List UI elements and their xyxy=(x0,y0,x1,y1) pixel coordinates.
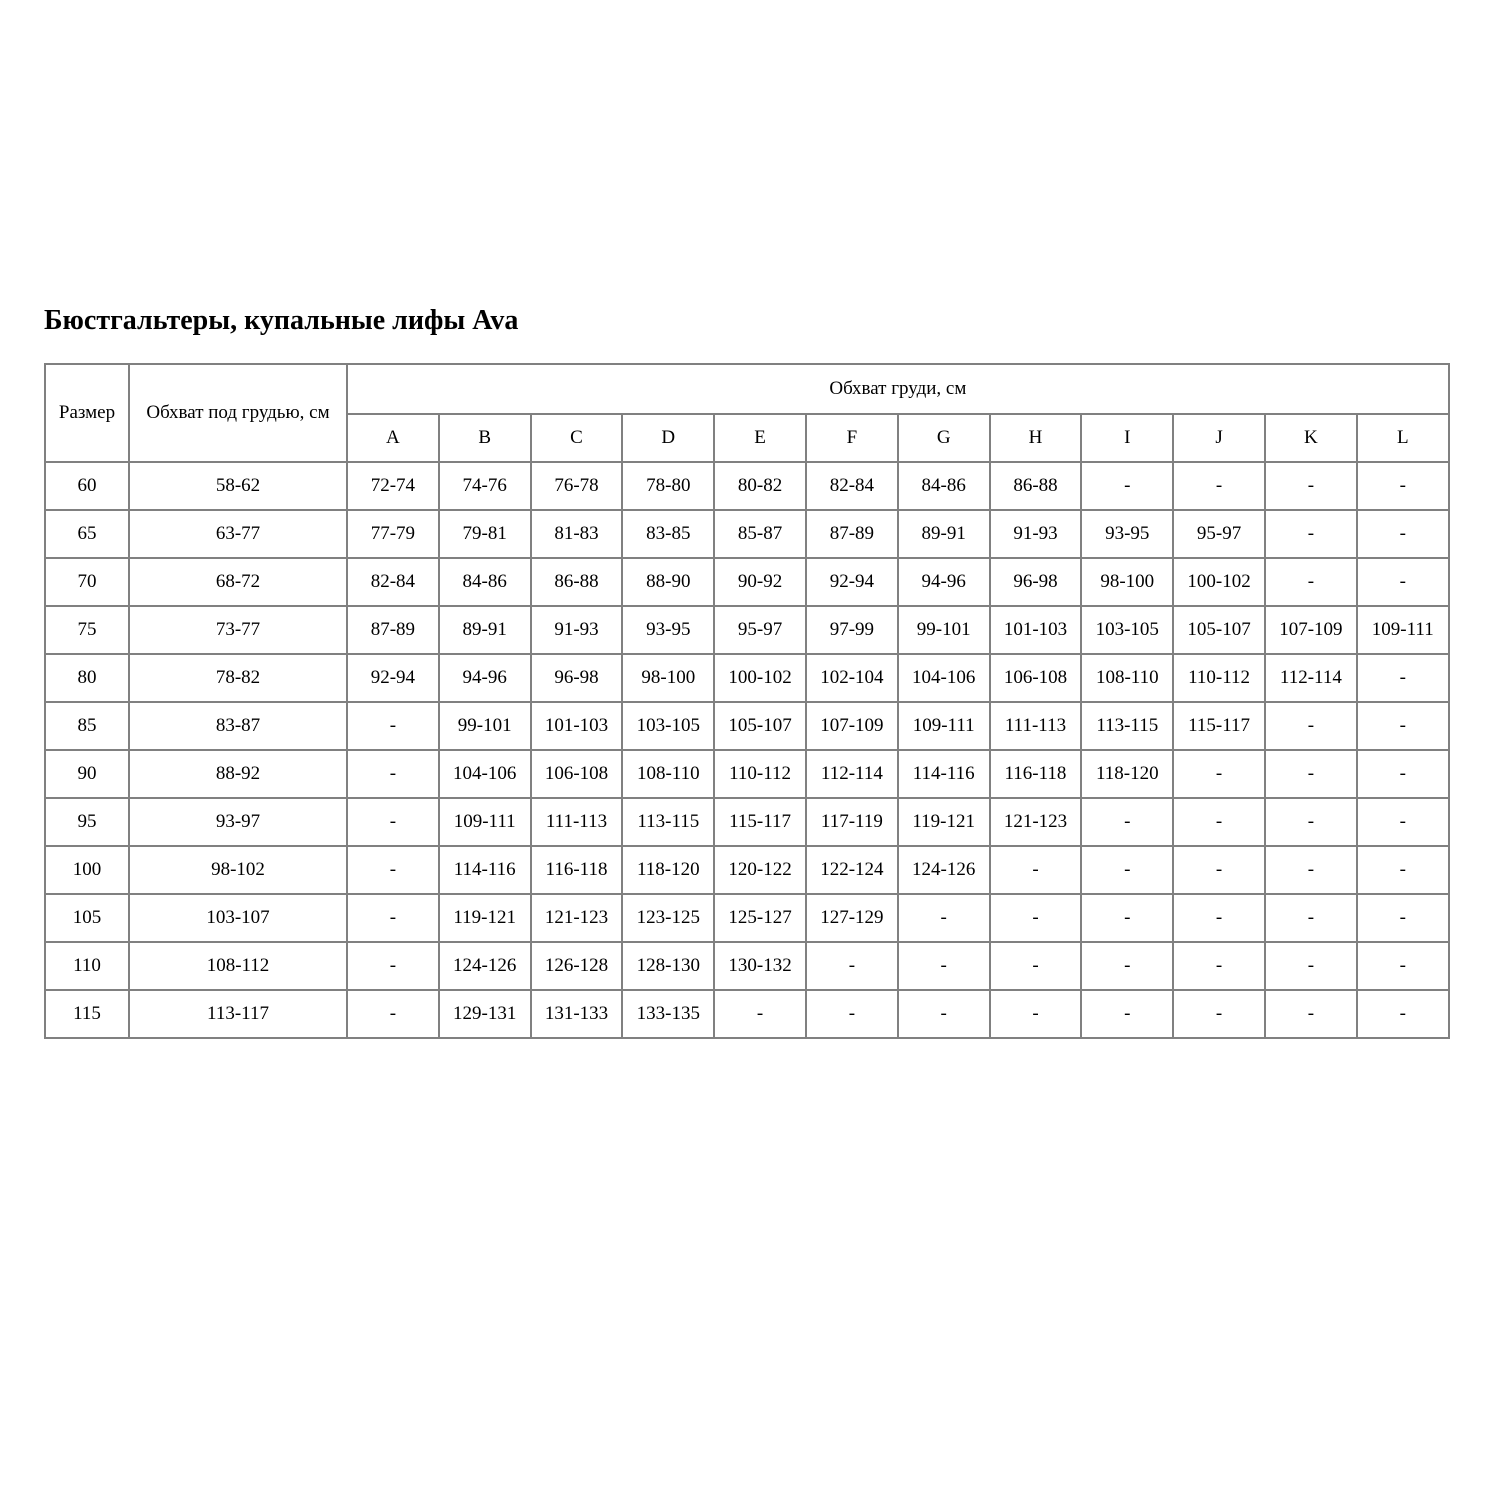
bust-cell: 116-118 xyxy=(990,750,1082,798)
underbust-cell: 83-87 xyxy=(129,702,347,750)
size-cell: 80 xyxy=(45,654,129,702)
bust-cell: 91-93 xyxy=(531,606,623,654)
bust-cell: - xyxy=(1357,990,1449,1038)
bust-cell: 99-101 xyxy=(898,606,990,654)
bust-cell: 113-115 xyxy=(622,798,714,846)
bust-cell: 76-78 xyxy=(531,462,623,510)
bust-cell: - xyxy=(898,942,990,990)
bust-cell: 94-96 xyxy=(898,558,990,606)
bust-cell: 92-94 xyxy=(347,654,439,702)
bust-cell: 106-108 xyxy=(531,750,623,798)
bust-cell: 121-123 xyxy=(531,894,623,942)
bust-cell: 86-88 xyxy=(990,462,1082,510)
bust-cell: - xyxy=(1357,894,1449,942)
bust-cell: 118-120 xyxy=(622,846,714,894)
table-row-size-100 xyxy=(45,846,1449,894)
bust-cell: 87-89 xyxy=(347,606,439,654)
bust-cell: 121-123 xyxy=(990,798,1082,846)
bust-cell: - xyxy=(1357,942,1449,990)
bust-cell: - xyxy=(1081,462,1173,510)
bust-cell: - xyxy=(1265,846,1357,894)
bust-cell: 81-83 xyxy=(531,510,623,558)
bust-cell: - xyxy=(990,942,1082,990)
size-cell: 75 xyxy=(45,606,129,654)
bust-cell: 89-91 xyxy=(439,606,531,654)
bust-cell: 112-114 xyxy=(1265,654,1357,702)
bust-cell: - xyxy=(1173,990,1265,1038)
underbust-cell: 98-102 xyxy=(129,846,347,894)
bust-cell: 116-118 xyxy=(531,846,623,894)
bust-cell: 84-86 xyxy=(439,558,531,606)
bust-cell: - xyxy=(806,990,898,1038)
cup-header-H: H xyxy=(990,414,1082,462)
bust-cell: 115-117 xyxy=(714,798,806,846)
cup-header-D: D xyxy=(622,414,714,462)
bust-cell: 72-74 xyxy=(347,462,439,510)
bust-cell: - xyxy=(1265,702,1357,750)
bust-cell: 103-105 xyxy=(1081,606,1173,654)
bust-cell: - xyxy=(1081,798,1173,846)
bust-cell: 92-94 xyxy=(806,558,898,606)
bust-cell: 91-93 xyxy=(990,510,1082,558)
bust-cell: 95-97 xyxy=(714,606,806,654)
bust-cell: 94-96 xyxy=(439,654,531,702)
bust-cell: 109-111 xyxy=(439,798,531,846)
bust-cell: 103-105 xyxy=(622,702,714,750)
bust-cell: 88-90 xyxy=(622,558,714,606)
bust-cell: - xyxy=(990,846,1082,894)
bust-cell: 113-115 xyxy=(1081,702,1173,750)
bust-cell: - xyxy=(1265,942,1357,990)
bust-cell: 133-135 xyxy=(622,990,714,1038)
underbust-cell: 68-72 xyxy=(129,558,347,606)
bust-cell: 79-81 xyxy=(439,510,531,558)
bust-cell: 96-98 xyxy=(990,558,1082,606)
page-content xyxy=(44,305,1448,1039)
cup-header-F: F xyxy=(806,414,898,462)
underbust-cell: 78-82 xyxy=(129,654,347,702)
bust-cell: - xyxy=(1173,462,1265,510)
bust-cell: - xyxy=(347,942,439,990)
size-cell: 70 xyxy=(45,558,129,606)
bust-cell: 95-97 xyxy=(1173,510,1265,558)
underbust-cell: 93-97 xyxy=(129,798,347,846)
bust-cell: 125-127 xyxy=(714,894,806,942)
cup-header-G: G xyxy=(898,414,990,462)
bust-cell: - xyxy=(1357,846,1449,894)
size-cell: 85 xyxy=(45,702,129,750)
table-row-size-70 xyxy=(45,558,1449,606)
bust-cell: 101-103 xyxy=(990,606,1082,654)
bust-cell: - xyxy=(1081,894,1173,942)
bust-cell: 100-102 xyxy=(1173,558,1265,606)
bust-cell: - xyxy=(990,990,1082,1038)
bust-cell: - xyxy=(1173,798,1265,846)
col-header-size: Размер xyxy=(45,364,129,462)
table-row-size-75 xyxy=(45,606,1449,654)
bust-cell: 85-87 xyxy=(714,510,806,558)
bust-cell: 111-113 xyxy=(990,702,1082,750)
bust-cell: 131-133 xyxy=(531,990,623,1038)
bust-cell: 89-91 xyxy=(898,510,990,558)
bust-cell: 119-121 xyxy=(898,798,990,846)
bust-cell: - xyxy=(898,990,990,1038)
bust-cell: 98-100 xyxy=(622,654,714,702)
bust-cell: 93-95 xyxy=(1081,510,1173,558)
bust-cell: 99-101 xyxy=(439,702,531,750)
bust-cell: 98-100 xyxy=(1081,558,1173,606)
bust-cell: - xyxy=(347,894,439,942)
cup-header-I: I xyxy=(1081,414,1173,462)
col-header-underbust: Обхват под грудью, см xyxy=(129,364,347,462)
size-cell: 60 xyxy=(45,462,129,510)
bust-cell: 105-107 xyxy=(1173,606,1265,654)
bust-cell: 107-109 xyxy=(1265,606,1357,654)
bust-cell: - xyxy=(1081,846,1173,894)
size-cell: 110 xyxy=(45,942,129,990)
bust-cell: - xyxy=(990,894,1082,942)
bust-cell: - xyxy=(1265,510,1357,558)
bust-cell: - xyxy=(1357,558,1449,606)
bust-cell: - xyxy=(347,750,439,798)
bust-cell: - xyxy=(806,942,898,990)
table-row-size-80 xyxy=(45,654,1449,702)
bust-cell: - xyxy=(347,798,439,846)
bust-cell: 128-130 xyxy=(622,942,714,990)
bust-cell: 109-111 xyxy=(898,702,990,750)
bust-cell: 114-116 xyxy=(439,846,531,894)
bust-cell: 122-124 xyxy=(806,846,898,894)
bust-cell: 90-92 xyxy=(714,558,806,606)
bust-cell: - xyxy=(1265,558,1357,606)
cup-header-C: C xyxy=(531,414,623,462)
underbust-cell: 108-112 xyxy=(129,942,347,990)
bust-cell: - xyxy=(1265,462,1357,510)
bust-cell: 130-132 xyxy=(714,942,806,990)
table-row-size-60 xyxy=(45,462,1449,510)
size-cell: 115 xyxy=(45,990,129,1038)
bust-cell: 82-84 xyxy=(806,462,898,510)
bust-cell: - xyxy=(1265,894,1357,942)
bust-cell: 124-126 xyxy=(898,846,990,894)
bust-cell: - xyxy=(1357,702,1449,750)
bust-cell: - xyxy=(1173,750,1265,798)
bust-cell: - xyxy=(1265,750,1357,798)
bust-cell: - xyxy=(1357,462,1449,510)
bust-cell: 78-80 xyxy=(622,462,714,510)
bust-cell: - xyxy=(347,702,439,750)
bust-cell: 127-129 xyxy=(806,894,898,942)
cup-header-L: L xyxy=(1357,414,1449,462)
size-chart-table xyxy=(44,363,1450,1039)
bust-cell: - xyxy=(347,846,439,894)
bust-cell: 126-128 xyxy=(531,942,623,990)
bust-cell: - xyxy=(1357,510,1449,558)
bust-cell: 96-98 xyxy=(531,654,623,702)
table-row-size-115 xyxy=(45,990,1449,1038)
bust-cell: - xyxy=(1357,654,1449,702)
bust-cell: 101-103 xyxy=(531,702,623,750)
bust-cell: - xyxy=(1357,798,1449,846)
cup-header-B: B xyxy=(439,414,531,462)
bust-cell: 108-110 xyxy=(1081,654,1173,702)
size-cell: 105 xyxy=(45,894,129,942)
bust-cell: 105-107 xyxy=(714,702,806,750)
bust-cell: 109-111 xyxy=(1357,606,1449,654)
bust-cell: 106-108 xyxy=(990,654,1082,702)
bust-cell: 82-84 xyxy=(347,558,439,606)
bust-cell: 129-131 xyxy=(439,990,531,1038)
bust-cell: - xyxy=(1173,942,1265,990)
bust-cell: 112-114 xyxy=(806,750,898,798)
underbust-cell: 88-92 xyxy=(129,750,347,798)
bust-cell: 84-86 xyxy=(898,462,990,510)
bust-cell: 111-113 xyxy=(531,798,623,846)
underbust-cell: 73-77 xyxy=(129,606,347,654)
bust-cell: 115-117 xyxy=(1173,702,1265,750)
bust-cell: 93-95 xyxy=(622,606,714,654)
underbust-cell: 58-62 xyxy=(129,462,347,510)
underbust-cell: 63-77 xyxy=(129,510,347,558)
size-cell: 100 xyxy=(45,846,129,894)
bust-cell: - xyxy=(1081,990,1173,1038)
bust-cell: - xyxy=(1173,894,1265,942)
bust-cell: 86-88 xyxy=(531,558,623,606)
cup-header-E: E xyxy=(714,414,806,462)
bust-cell: 124-126 xyxy=(439,942,531,990)
bust-cell: 87-89 xyxy=(806,510,898,558)
cup-header-K: K xyxy=(1265,414,1357,462)
table-row-size-90 xyxy=(45,750,1449,798)
table-row-size-85 xyxy=(45,702,1449,750)
col-header-bust-group: Обхват груди, см xyxy=(347,364,1449,414)
bust-cell: - xyxy=(1265,990,1357,1038)
size-cell: 90 xyxy=(45,750,129,798)
underbust-cell: 103-107 xyxy=(129,894,347,942)
bust-cell: 123-125 xyxy=(622,894,714,942)
bust-cell: 118-120 xyxy=(1081,750,1173,798)
cup-header-J: J xyxy=(1173,414,1265,462)
bust-cell: 102-104 xyxy=(806,654,898,702)
bust-cell: 114-116 xyxy=(898,750,990,798)
bust-cell: 120-122 xyxy=(714,846,806,894)
bust-cell: 100-102 xyxy=(714,654,806,702)
underbust-cell: 113-117 xyxy=(129,990,347,1038)
bust-cell: 119-121 xyxy=(439,894,531,942)
table-row-size-105 xyxy=(45,894,1449,942)
bust-cell: - xyxy=(714,990,806,1038)
table-row-size-110 xyxy=(45,942,1449,990)
bust-cell: 97-99 xyxy=(806,606,898,654)
bust-cell: 107-109 xyxy=(806,702,898,750)
bust-cell: 74-76 xyxy=(439,462,531,510)
bust-cell: 108-110 xyxy=(622,750,714,798)
header-row-top xyxy=(45,364,1449,414)
table-row-size-95 xyxy=(45,798,1449,846)
cup-header-A: A xyxy=(347,414,439,462)
bust-cell: 104-106 xyxy=(898,654,990,702)
bust-cell: 104-106 xyxy=(439,750,531,798)
bust-cell: - xyxy=(1357,750,1449,798)
size-cell: 65 xyxy=(45,510,129,558)
bust-cell: 110-112 xyxy=(714,750,806,798)
table-row-size-65 xyxy=(45,510,1449,558)
bust-cell: - xyxy=(1173,846,1265,894)
bust-cell: 117-119 xyxy=(806,798,898,846)
bust-cell: - xyxy=(898,894,990,942)
bust-cell: - xyxy=(347,990,439,1038)
bust-cell: 80-82 xyxy=(714,462,806,510)
bust-cell: - xyxy=(1265,798,1357,846)
bust-cell: - xyxy=(1081,942,1173,990)
bust-cell: 110-112 xyxy=(1173,654,1265,702)
size-cell: 95 xyxy=(45,798,129,846)
page-title: Бюстгальтеры, купальные лифы Ava xyxy=(44,305,519,336)
bust-cell: 83-85 xyxy=(622,510,714,558)
bust-cell: 77-79 xyxy=(347,510,439,558)
